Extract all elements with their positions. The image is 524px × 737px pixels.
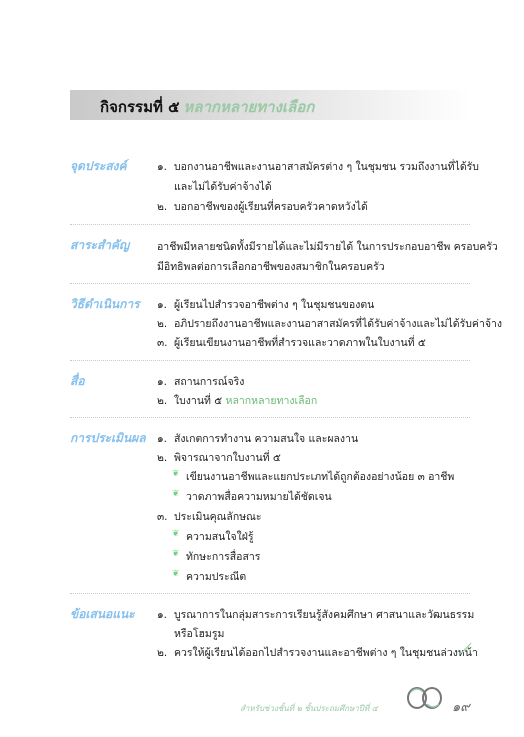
section-divider xyxy=(70,593,470,594)
objective-1-line-1: บอกงานอาชีพและงานอาสาสมัครต่าง ๆ ในชุมชน รวมถึงงานที่ได้รับ xyxy=(174,161,479,173)
leaf-bullet-icon: ❦ xyxy=(172,549,180,559)
objective-1-line-2: และไม่ได้รับค่าจ้างได้ xyxy=(174,181,272,193)
procedure-step-2: อภิปรายถึงงานอาชีพและงานอาสาสมัครที่ได้รับค่าจ้างและไม่ได้รับค่าจ้าง xyxy=(174,318,503,330)
media-item-2-text: ใบงานที่ ๕ xyxy=(174,395,223,407)
procedure-number-2: ๒. xyxy=(157,318,168,330)
media-item-2-highlight: หลากหลายทางเลือก xyxy=(225,395,318,407)
section-divider xyxy=(70,417,470,418)
section-label-evaluation: การประเมินผล xyxy=(70,431,146,445)
procedure-step-3: ผู้เรียนเขียนงานอาชีพที่สำรวจและวาดภาพในใบงานที่ ๕ xyxy=(174,337,426,349)
page-number: ๑๙ xyxy=(452,700,470,715)
suggestion-1-line-2: หรือโฮมรูม xyxy=(174,628,225,640)
leaf-bullet-icon: ❦ xyxy=(172,469,180,479)
suggestion-number-1: ๑. xyxy=(157,609,168,621)
section-label-media: สื่อ xyxy=(70,374,85,388)
evaluation-number-3: ๓. xyxy=(157,511,168,523)
suggestion-1-line-1: บูรณาการในกลุ่มสาระการเรียนรู้สังคมศึกษา ศาสนาและวัฒนธรรม xyxy=(174,609,475,621)
objective-number-2: ๒. xyxy=(157,201,168,213)
evaluation-number-1: ๑. xyxy=(157,433,168,445)
section-label-procedure: วิธีดำเนินการ xyxy=(70,297,140,311)
media-item-2 xyxy=(174,392,317,409)
section-label-objectives: จุดประสงค์ xyxy=(70,159,127,173)
section-divider xyxy=(70,283,470,284)
media-number-2: ๒. xyxy=(157,395,168,407)
section-divider xyxy=(70,360,470,361)
footer-text: สำหรับช่วงชั้นที่ ๒ ชั้นประถมศึกษาปีที่ ๔ xyxy=(240,704,378,713)
leaf-bullet-icon: ❦ xyxy=(172,529,180,539)
leaf-bullet-icon: ❦ xyxy=(172,569,180,579)
evaluation-3-bullet-3: ความประณีต xyxy=(186,571,247,583)
evaluation-item-1: สังเกตการทำงาน ความสนใจ และผลงาน xyxy=(174,433,359,445)
feather-decoration-icon xyxy=(459,641,473,655)
evaluation-2-bullet-1: เขียนงานอาชีพและแยกประเภทได้ถูกต้องอย่างน้อย ๓ อาชีพ xyxy=(186,471,455,483)
activity-title-prefix: กิจกรรมที่ ๕ xyxy=(100,98,180,116)
activity-title xyxy=(100,95,314,119)
procedure-step-1: ผู้เรียนไปสำรวจอาชีพต่าง ๆ ในชุมชนของตน xyxy=(174,299,375,311)
section-label-suggestions: ข้อเสนอแนะ xyxy=(70,607,135,621)
evaluation-item-3: ประเมินคุณลักษณะ xyxy=(174,511,262,523)
media-item-1: สถานการณ์จริง xyxy=(174,376,245,388)
procedure-number-3: ๓. xyxy=(157,337,168,349)
activity-title-highlight: หลากหลายทางเลือก xyxy=(183,98,315,116)
evaluation-2-bullet-2: วาดภาพสื่อความหมายได้ชัดเจน xyxy=(186,491,332,503)
concept-line-1: อาชีพมีหลายชนิดทั้งมีรายได้และไม่มีรายได้ ในการประกอบอาชีพ ครอบครัว xyxy=(157,241,498,253)
suggestion-number-2: ๒. xyxy=(157,647,168,659)
objective-number-1: ๑. xyxy=(157,161,168,173)
evaluation-item-2: พิจารณาจากใบงานที่ ๕ xyxy=(174,452,281,464)
evaluation-3-bullet-2: ทักษะการสื่อสาร xyxy=(186,551,261,563)
section-divider xyxy=(70,224,470,225)
media-number-1: ๑. xyxy=(157,376,168,388)
footer-logo-icon xyxy=(405,686,445,710)
concept-line-2: มีอิทธิพลต่อการเลือกอาชีพของสมาชิกในครอบครัว xyxy=(157,261,385,273)
procedure-number-1: ๑. xyxy=(157,299,168,311)
leaf-bullet-icon: ❦ xyxy=(172,489,180,499)
objective-2-line-1: บอกอาชีพของผู้เรียนที่ครอบครัวคาดหวังได้ xyxy=(174,201,368,213)
evaluation-3-bullet-1: ความสนใจใฝ่รู้ xyxy=(186,531,254,543)
section-label-concept: สาระสำคัญ xyxy=(70,238,130,252)
evaluation-number-2: ๒. xyxy=(157,452,168,464)
suggestion-2-line-1: ควรให้ผู้เรียนได้ออกไปสำรวจงานและอาชีพต่าง ๆ ในชุมชนล่วงหน้า xyxy=(174,647,478,659)
